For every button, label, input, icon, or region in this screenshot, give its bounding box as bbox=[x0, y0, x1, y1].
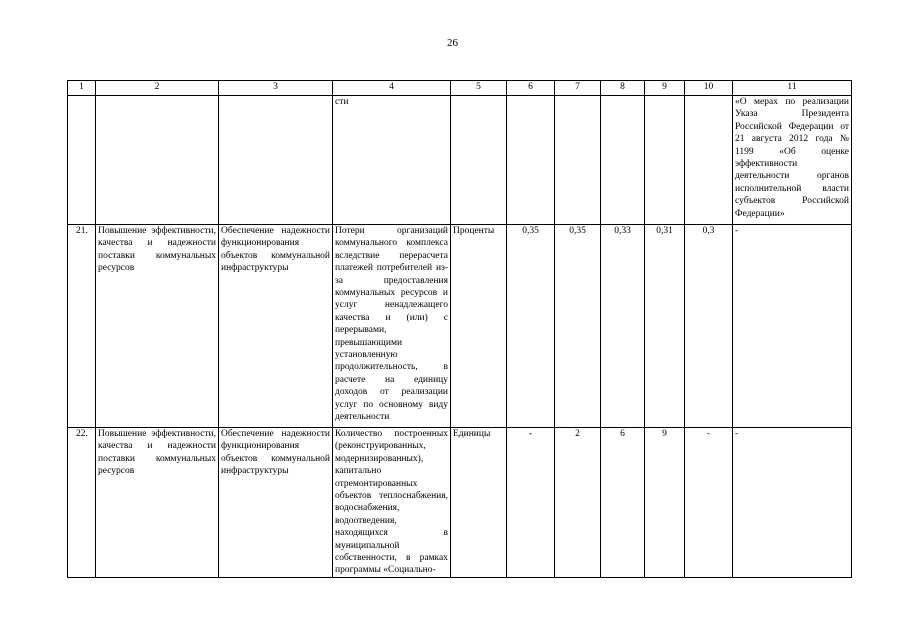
column-header-8: 8 bbox=[601, 81, 645, 96]
column-header-3: 3 bbox=[219, 81, 333, 96]
cell-empty bbox=[555, 96, 601, 225]
cell-empty bbox=[451, 96, 507, 225]
indicator-cell: Количество построенных (реконструированных, модернизированных), капитально отремонтированных объектов теплоснабжения, водоснабжения, водоотведения, находящихся в муниципальной собственности, в рамках программы «Социально- bbox=[333, 428, 451, 578]
direction-cell: Повышение эффективности, качества и надежности поставки коммунальных ресурсов bbox=[96, 428, 219, 578]
row-number: 21. bbox=[68, 225, 96, 428]
value-cell-10: - bbox=[685, 428, 733, 578]
column-header-2: 2 bbox=[96, 81, 219, 96]
column-header-10: 10 bbox=[685, 81, 733, 96]
value-cell-7: 2 bbox=[555, 428, 601, 578]
cell-empty bbox=[219, 96, 333, 225]
value-cell-10: 0,3 bbox=[685, 225, 733, 428]
value-cell-9: 0,31 bbox=[645, 225, 685, 428]
column-header-5: 5 bbox=[451, 81, 507, 96]
cell-empty bbox=[645, 96, 685, 225]
cell-empty bbox=[507, 96, 555, 225]
value-cell-6: - bbox=[507, 428, 555, 578]
note-cell: «О мерах по реализации Указа Президента Российской Федерации от 21 августа 2012 года № 1199 «Об оценке эффективности деятельности органов исполнительной власти субъектов Российской Федерации» bbox=[733, 96, 852, 225]
indicator-cell: сти bbox=[333, 96, 451, 225]
indicators-table bbox=[67, 80, 852, 578]
goal-cell: Обеспечение надежности функционирования объектов коммунальной инфраструктуры bbox=[219, 225, 333, 428]
table-row bbox=[68, 225, 852, 428]
unit-cell: Единицы bbox=[451, 428, 507, 578]
column-header-11: 11 bbox=[733, 81, 852, 96]
cell-empty bbox=[96, 96, 219, 225]
page-number: 26 bbox=[447, 37, 458, 49]
column-header-7: 7 bbox=[555, 81, 601, 96]
column-header-1: 1 bbox=[68, 81, 96, 96]
table-row bbox=[68, 428, 852, 578]
header-row bbox=[68, 81, 852, 96]
note-cell: - bbox=[733, 225, 852, 428]
row-number: 22. bbox=[68, 428, 96, 578]
value-cell-7: 0,35 bbox=[555, 225, 601, 428]
cell-empty bbox=[685, 96, 733, 225]
unit-cell: Проценты bbox=[451, 225, 507, 428]
continuation-row bbox=[68, 96, 852, 225]
goal-cell: Обеспечение надежности функционирования объектов коммунальной инфраструктуры bbox=[219, 428, 333, 578]
value-cell-6: 0,35 bbox=[507, 225, 555, 428]
value-cell-8: 0,33 bbox=[601, 225, 645, 428]
value-cell-8: 6 bbox=[601, 428, 645, 578]
column-header-6: 6 bbox=[507, 81, 555, 96]
column-header-4: 4 bbox=[333, 81, 451, 96]
indicator-cell: Потери организаций коммунального комплекса вследствие перерасчета платежей потребителей из-за предоставления коммунальных ресурсов и услуг ненадлежащего качества и (или) с перерывами, превышающими установленную продолжительность, в расчете на единицу доходов от реализации услуг по основному виду деятельности bbox=[333, 225, 451, 428]
column-header-9: 9 bbox=[645, 81, 685, 96]
cell-empty bbox=[68, 96, 96, 225]
value-cell-9: 9 bbox=[645, 428, 685, 578]
note-cell: - bbox=[733, 428, 852, 578]
cell-empty bbox=[601, 96, 645, 225]
direction-cell: Повышение эффективности, качества и надежности поставки коммунальных ресурсов bbox=[96, 225, 219, 428]
